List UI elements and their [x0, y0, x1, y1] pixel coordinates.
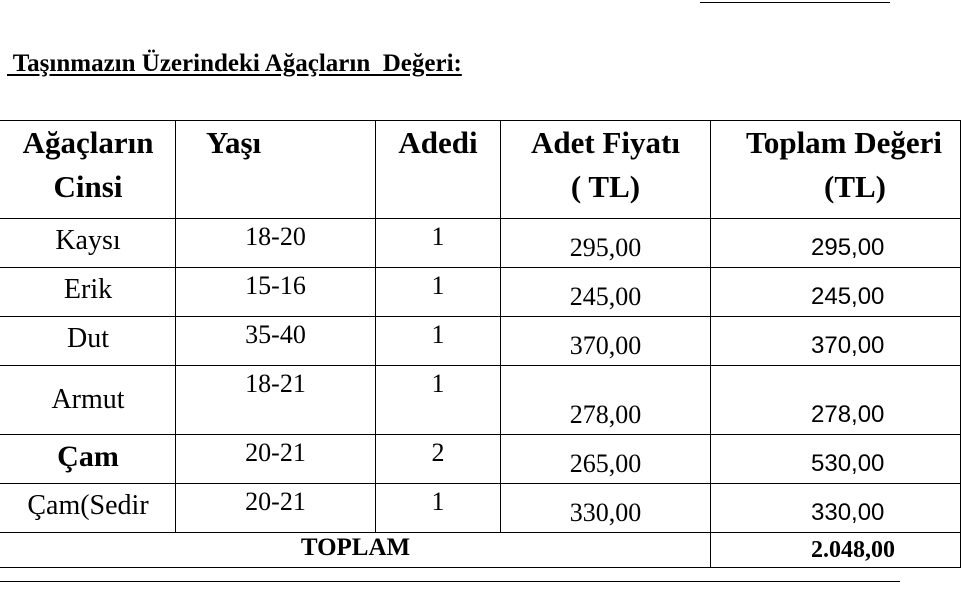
cell-total: 295,00	[711, 219, 961, 268]
table-header-row	[0, 121, 961, 219]
cell-age: 15-16	[176, 268, 376, 317]
cell-age: 20-21	[176, 435, 376, 484]
cell-age: 18-20	[176, 219, 376, 268]
table-row	[0, 268, 961, 317]
header-tree-type-line2: Cinsi	[53, 169, 123, 204]
table-row	[0, 366, 961, 435]
header-tree-type-line1: Ağaçların	[22, 125, 154, 160]
header-tree-type	[0, 121, 176, 219]
cell-count: 1	[376, 268, 501, 317]
cell-total: 330,00	[711, 484, 961, 533]
cell-tree-type: Kaysı	[0, 219, 176, 268]
cell-total: 370,00	[711, 317, 961, 366]
cell-unit-price: 295,00	[501, 219, 711, 268]
cell-total: 530,00	[711, 435, 961, 484]
total-value: 2.048,00	[711, 533, 961, 568]
cell-count: 1	[376, 219, 501, 268]
cell-age: 20-21	[176, 484, 376, 533]
header-count	[376, 121, 501, 219]
header-total-value-line1: Toplam Değeri	[746, 125, 943, 160]
cell-count: 1	[376, 317, 501, 366]
header-total-value	[711, 121, 961, 219]
cell-tree-type: Armut	[0, 366, 176, 435]
cell-age: 18-21	[176, 366, 376, 435]
cell-total: 278,00	[711, 366, 961, 435]
cell-count: 1	[376, 484, 501, 533]
table-row	[0, 484, 961, 533]
cell-count: 2	[376, 435, 501, 484]
cell-unit-price: 330,00	[501, 484, 711, 533]
cell-unit-price: 278,00	[501, 366, 711, 435]
cell-age: 35-40	[176, 317, 376, 366]
header-unit-price-line2: ( TL)	[570, 169, 641, 204]
cell-unit-price: 370,00	[501, 317, 711, 366]
cell-total: 245,00	[711, 268, 961, 317]
cell-count: 1	[376, 366, 501, 435]
total-label: TOPLAM	[0, 533, 711, 568]
cell-unit-price: 265,00	[501, 435, 711, 484]
header-unit-price	[501, 121, 711, 219]
header-unit-price-line1: Adet Fiyatı	[531, 125, 680, 160]
top-signature-line	[700, 2, 890, 3]
table-row	[0, 219, 961, 268]
cell-unit-price: 245,00	[501, 268, 711, 317]
header-total-value-line2: (TL)	[824, 169, 886, 204]
header-age-label: Yaşı	[206, 125, 262, 160]
section-heading: Taşınmazın Üzerindeki Ağaçların Değeri:	[7, 50, 462, 77]
table-row	[0, 435, 961, 484]
cell-tree-type: Dut	[0, 317, 176, 366]
tree-value-table	[0, 120, 961, 568]
header-count-label: Adedi	[398, 125, 478, 160]
table-total-row	[0, 533, 961, 568]
bottom-rule	[0, 581, 900, 582]
tree-value-table-container	[0, 120, 960, 580]
cell-tree-type: Çam	[0, 435, 176, 484]
cell-tree-type: Çam(Sedir	[0, 484, 176, 533]
cell-tree-type: Erik	[0, 268, 176, 317]
header-age	[176, 121, 376, 219]
table-row	[0, 317, 961, 366]
